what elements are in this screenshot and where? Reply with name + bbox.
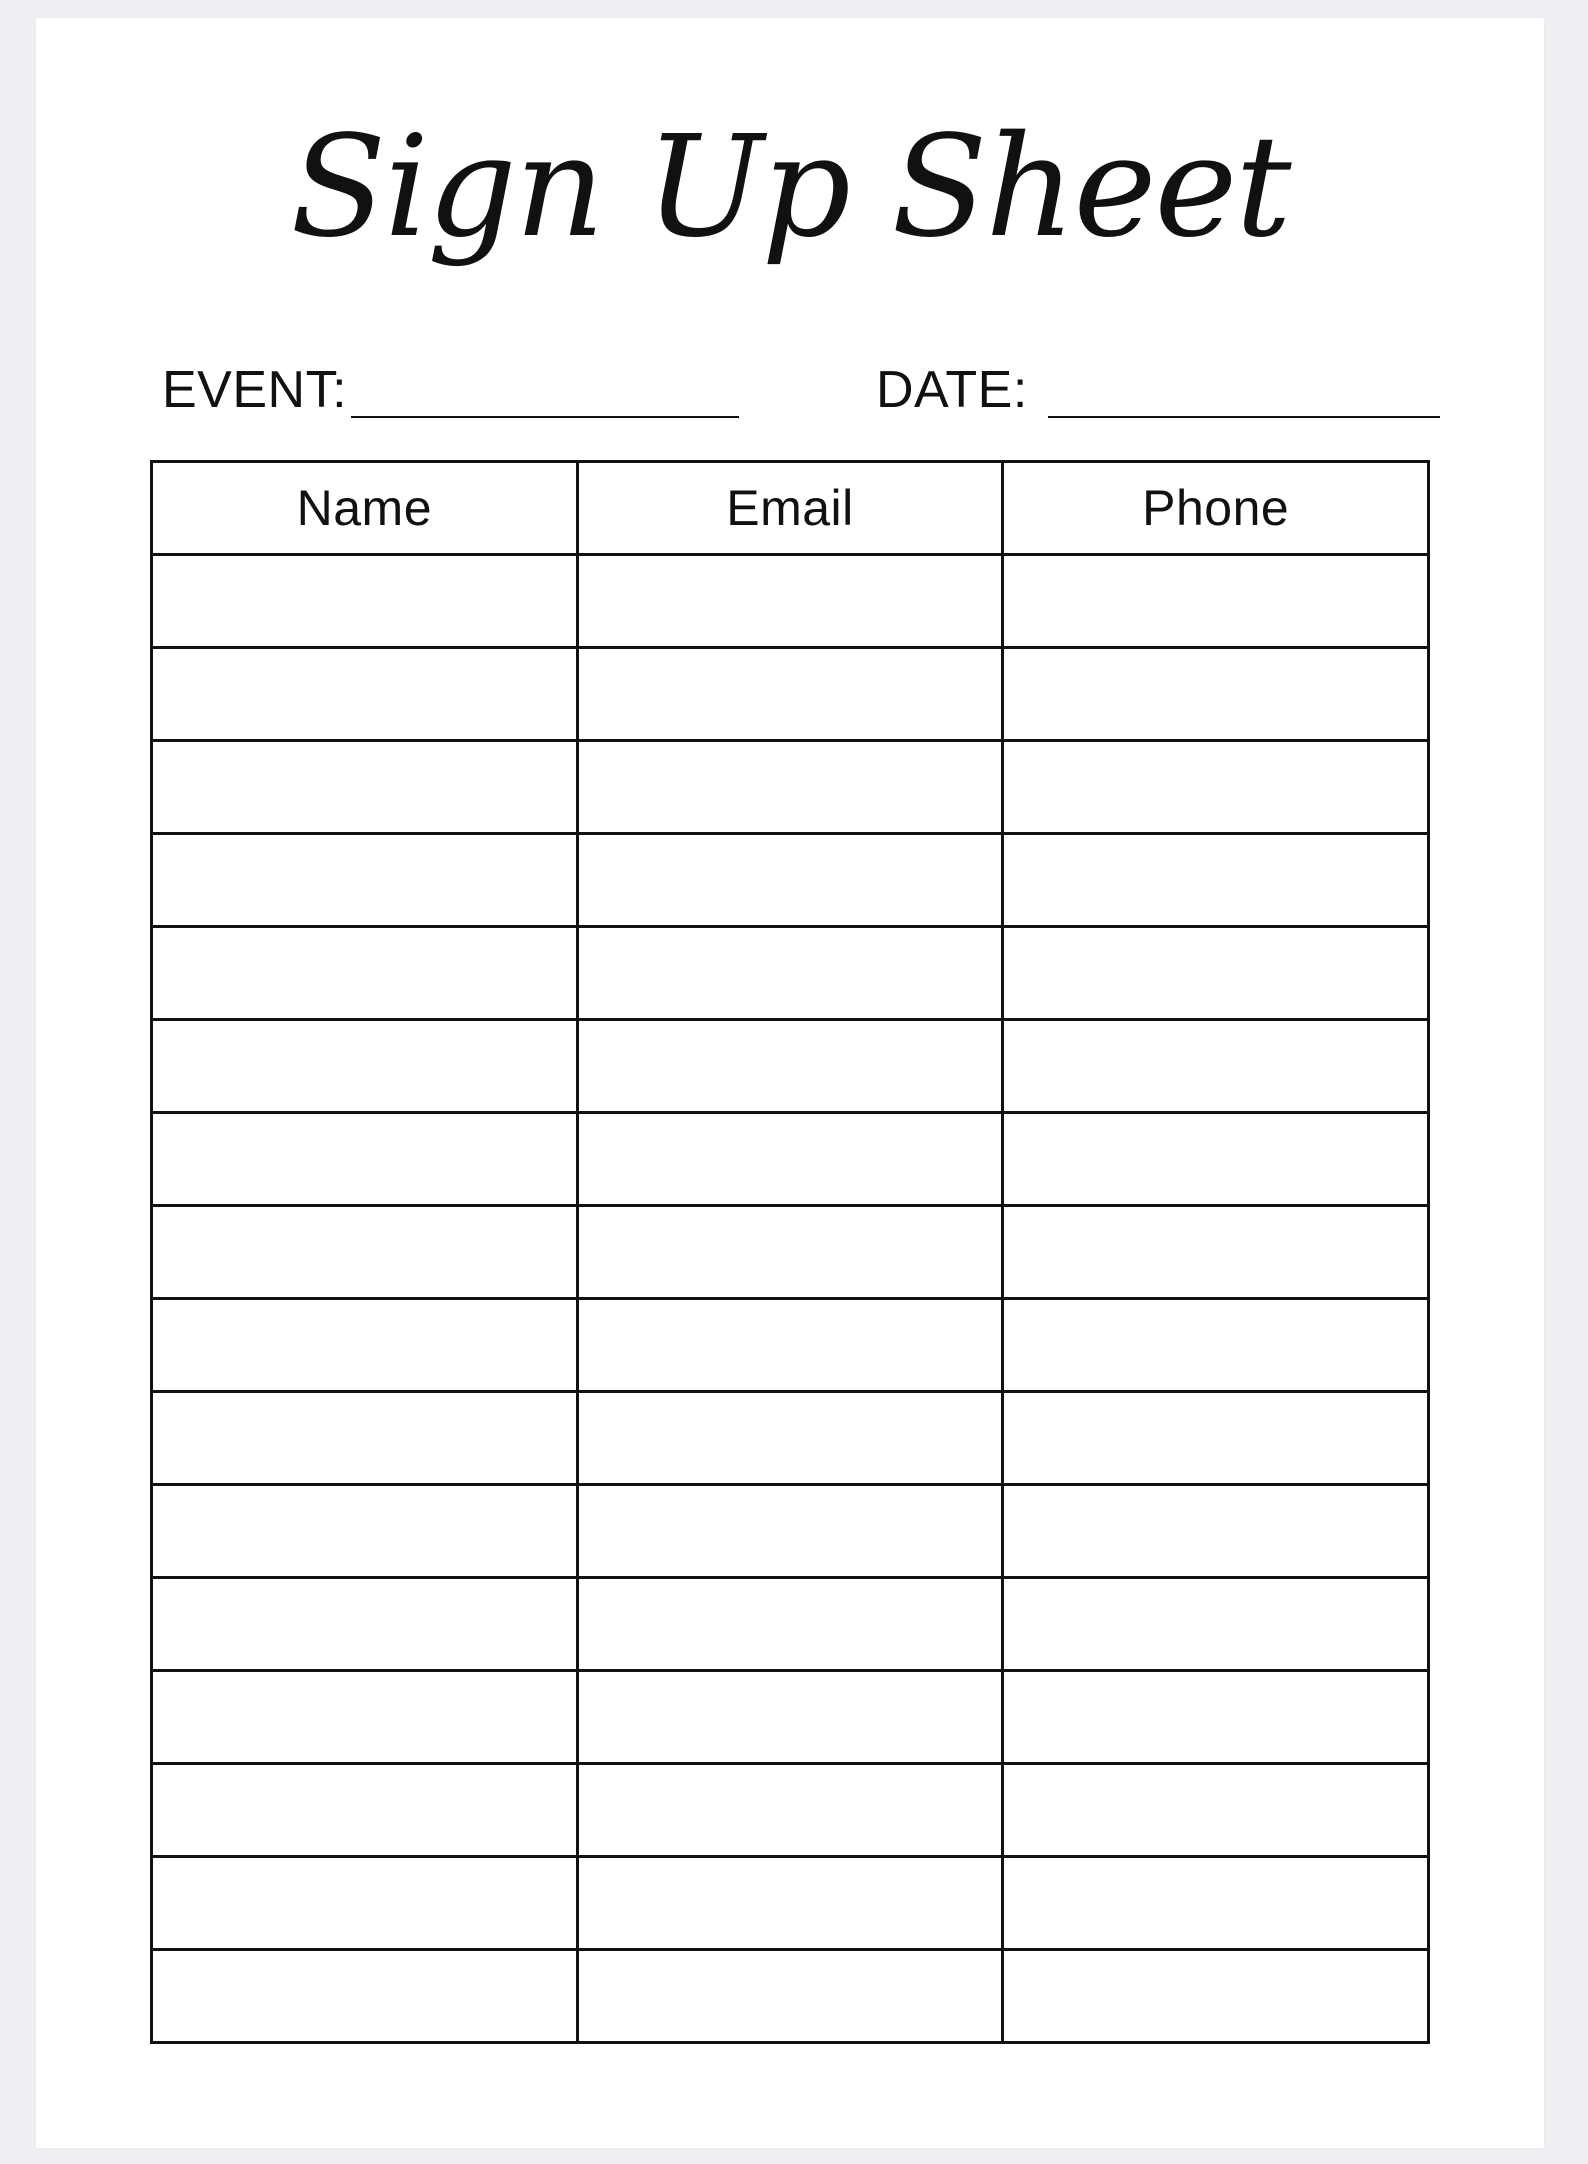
table-row <box>152 1485 1429 1578</box>
table-row <box>152 927 1429 1020</box>
date-blank-line[interactable] <box>1048 358 1440 418</box>
table-header-row <box>152 462 1429 555</box>
cell-name[interactable] <box>152 1764 578 1857</box>
cell-name[interactable] <box>152 1299 578 1392</box>
cell-phone[interactable] <box>1003 1299 1429 1392</box>
cell-phone[interactable] <box>1003 834 1429 927</box>
cell-email[interactable] <box>577 1764 1003 1857</box>
cell-phone[interactable] <box>1003 1857 1429 1950</box>
cell-name[interactable] <box>152 555 578 648</box>
sheet-title: Sign Up Sheet <box>290 106 1290 269</box>
cell-email[interactable] <box>577 927 1003 1020</box>
event-label: EVENT: <box>162 361 348 419</box>
cell-name[interactable] <box>152 648 578 741</box>
cell-email[interactable] <box>577 1578 1003 1671</box>
cell-phone[interactable] <box>1003 1671 1429 1764</box>
cell-phone[interactable] <box>1003 555 1429 648</box>
event-blank-line[interactable] <box>351 358 739 418</box>
cell-name[interactable] <box>152 1950 578 2043</box>
cell-phone[interactable] <box>1003 1020 1429 1113</box>
cell-email[interactable] <box>577 1485 1003 1578</box>
event-field <box>162 356 739 426</box>
cell-name[interactable] <box>152 834 578 927</box>
cell-phone[interactable] <box>1003 1392 1429 1485</box>
table-row <box>152 741 1429 834</box>
table-row <box>152 1764 1429 1857</box>
table-row <box>152 1299 1429 1392</box>
cell-name[interactable] <box>152 1671 578 1764</box>
signup-table-container <box>150 460 1430 2044</box>
signup-table <box>150 460 1430 2044</box>
cell-email[interactable] <box>577 648 1003 741</box>
cell-email[interactable] <box>577 1950 1003 2043</box>
cell-email[interactable] <box>577 1113 1003 1206</box>
table-row <box>152 1113 1429 1206</box>
cell-email[interactable] <box>577 1299 1003 1392</box>
table-row <box>152 1392 1429 1485</box>
cell-phone[interactable] <box>1003 741 1429 834</box>
cell-phone[interactable] <box>1003 1485 1429 1578</box>
cell-email[interactable] <box>577 1392 1003 1485</box>
cell-name[interactable] <box>152 1392 578 1485</box>
cell-name[interactable] <box>152 741 578 834</box>
table-row <box>152 1950 1429 2043</box>
cell-name[interactable] <box>152 1857 578 1950</box>
cell-phone[interactable] <box>1003 1764 1429 1857</box>
table-row <box>152 1857 1429 1950</box>
table-row <box>152 1020 1429 1113</box>
cell-phone[interactable] <box>1003 1578 1429 1671</box>
cell-phone[interactable] <box>1003 648 1429 741</box>
table-row <box>152 1578 1429 1671</box>
date-label: DATE: <box>876 361 1028 419</box>
table-row <box>152 648 1429 741</box>
table-row <box>152 555 1429 648</box>
sign-up-sheet <box>36 18 1544 2148</box>
cell-email[interactable] <box>577 741 1003 834</box>
column-header-name: Name <box>152 462 578 555</box>
table-body <box>152 555 1429 2043</box>
cell-email[interactable] <box>577 1857 1003 1950</box>
cell-email[interactable] <box>577 1671 1003 1764</box>
cell-name[interactable] <box>152 1113 578 1206</box>
cell-name[interactable] <box>152 927 578 1020</box>
cell-name[interactable] <box>152 1578 578 1671</box>
table-row <box>152 834 1429 927</box>
column-header-email: Email <box>577 462 1003 555</box>
column-header-phone: Phone <box>1003 462 1429 555</box>
cell-name[interactable] <box>152 1485 578 1578</box>
cell-name[interactable] <box>152 1206 578 1299</box>
table-row <box>152 1671 1429 1764</box>
date-field <box>876 356 1440 426</box>
cell-email[interactable] <box>577 555 1003 648</box>
cell-phone[interactable] <box>1003 927 1429 1020</box>
cell-email[interactable] <box>577 1206 1003 1299</box>
table-row <box>152 1206 1429 1299</box>
cell-phone[interactable] <box>1003 1206 1429 1299</box>
cell-email[interactable] <box>577 1020 1003 1113</box>
cell-phone[interactable] <box>1003 1950 1429 2043</box>
cell-email[interactable] <box>577 834 1003 927</box>
cell-phone[interactable] <box>1003 1113 1429 1206</box>
cell-name[interactable] <box>152 1020 578 1113</box>
